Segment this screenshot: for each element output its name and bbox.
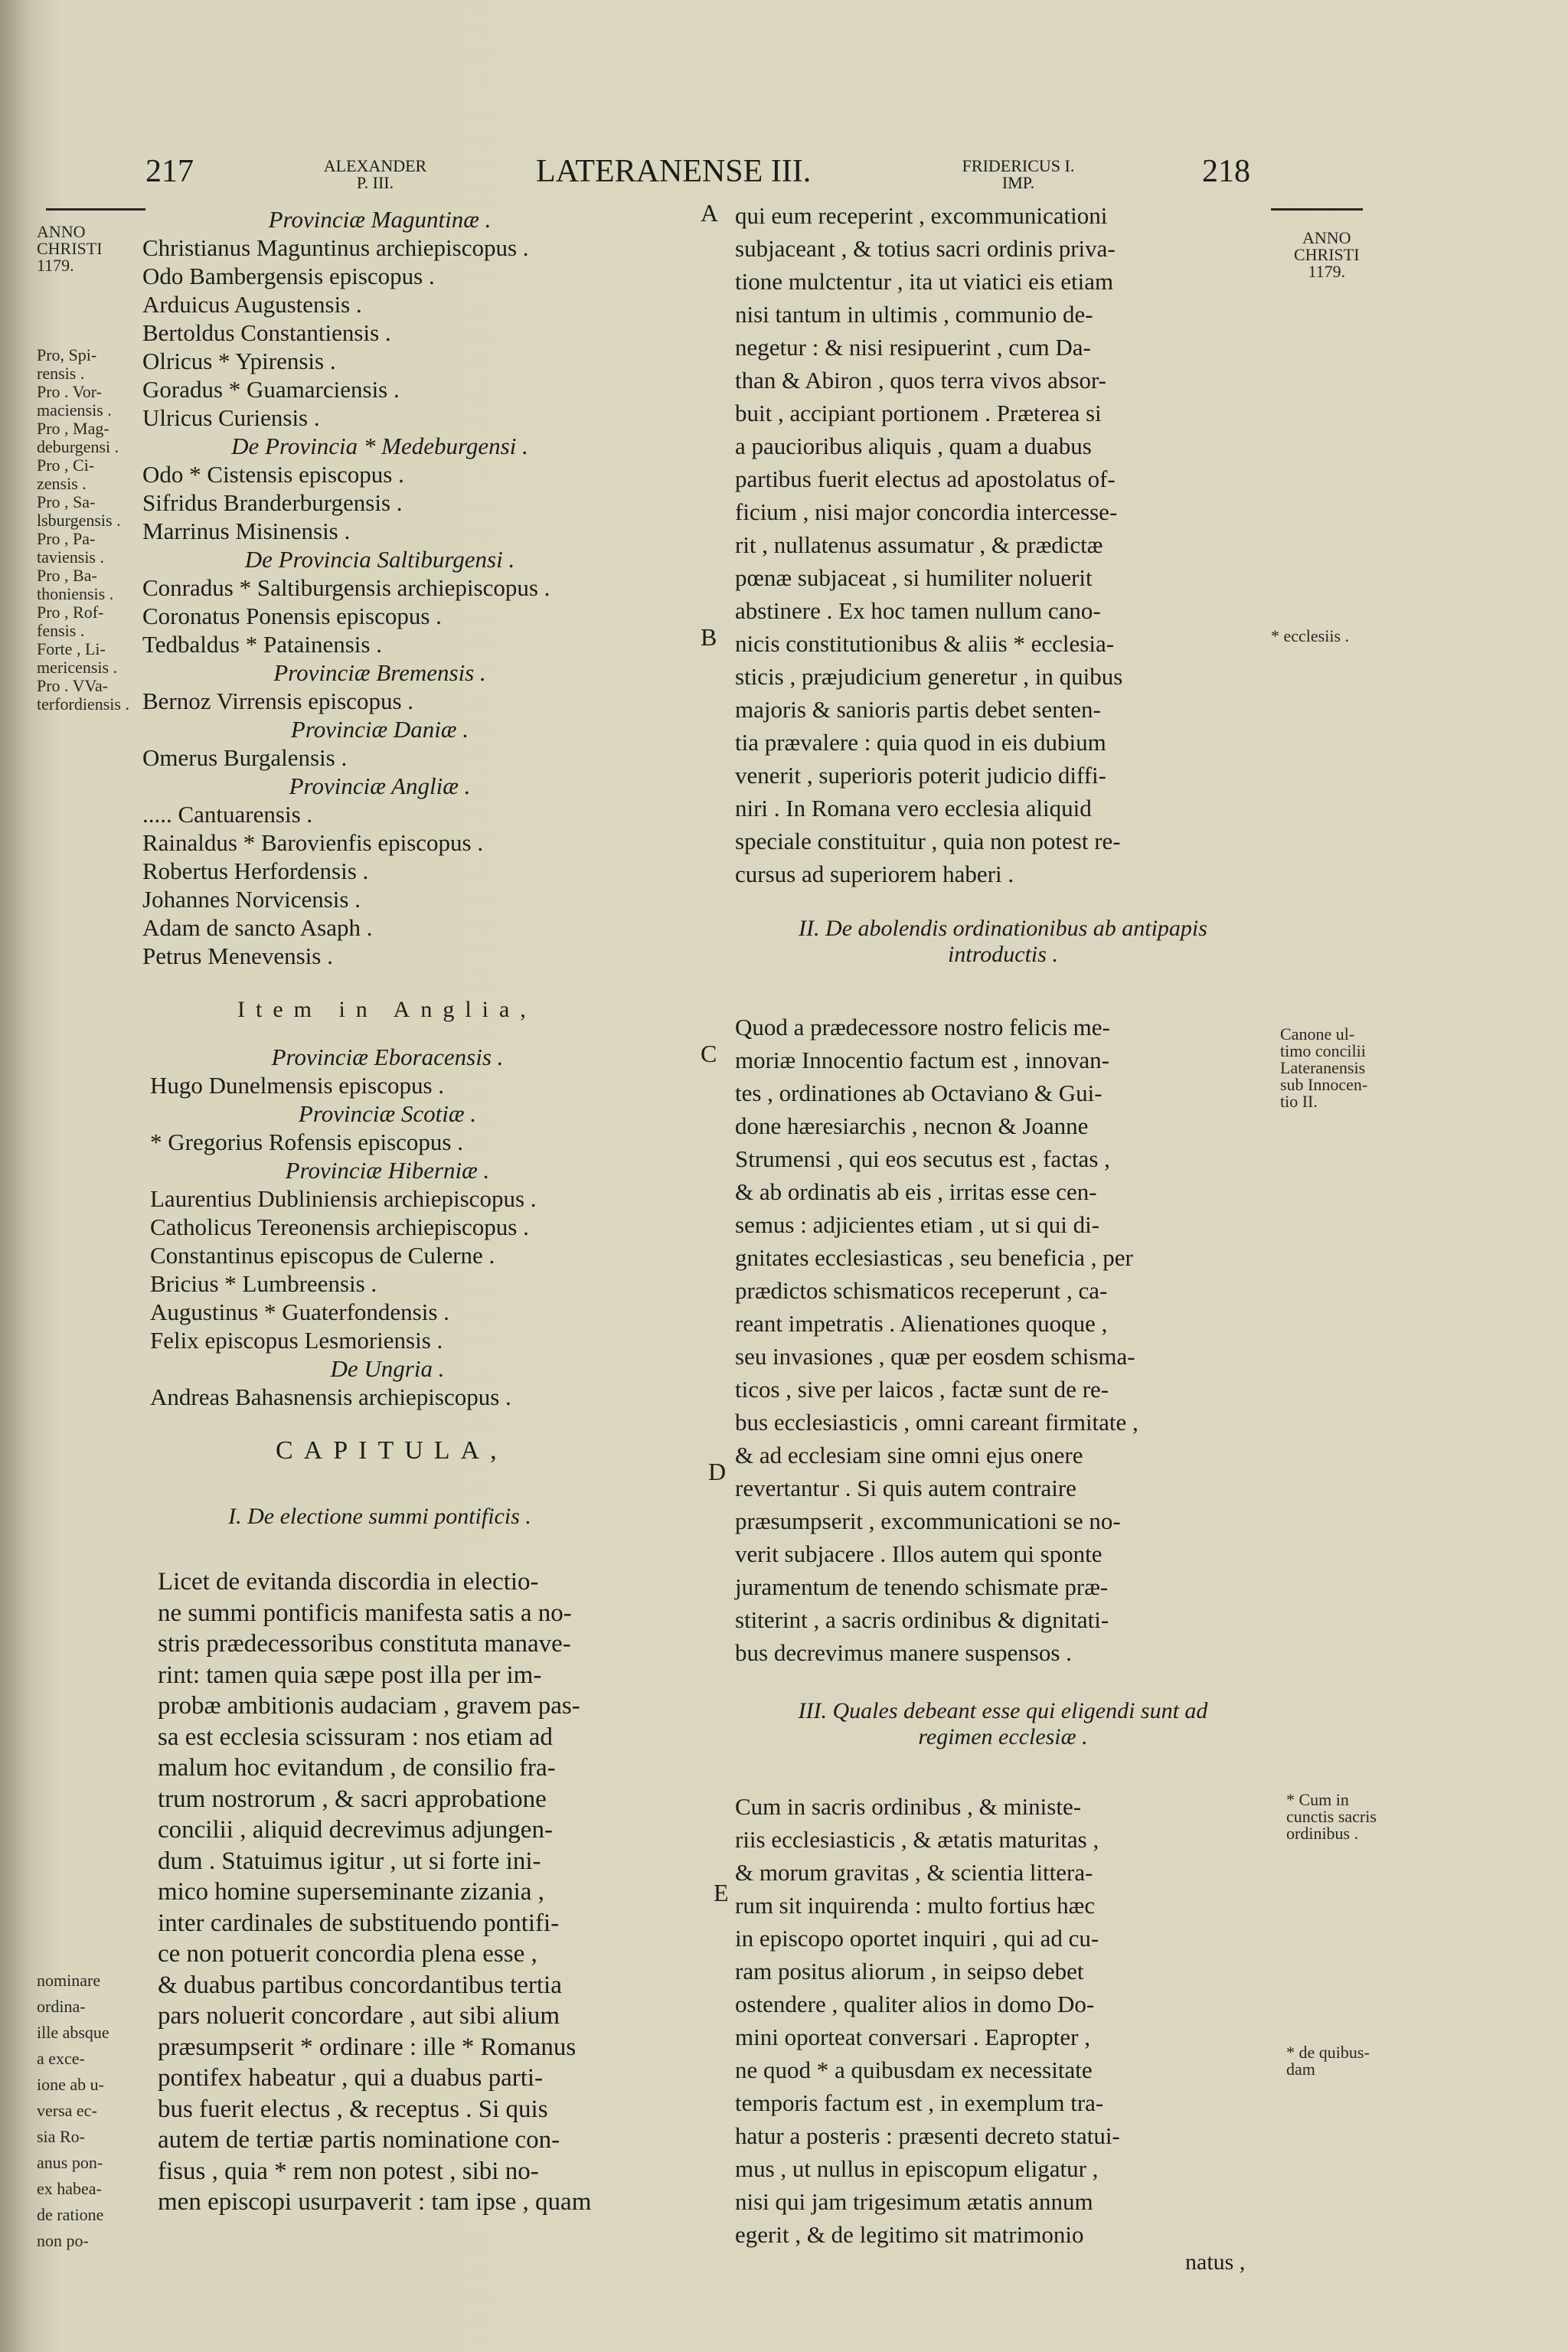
- year-label: 1179.: [37, 256, 74, 275]
- text-line: venerit , superioris poterit judicio diffi-: [735, 762, 1106, 789]
- text-line: in episcopo oportet inquiri , qui ad cu-: [735, 1925, 1099, 1952]
- section-letter-a: A: [701, 199, 719, 227]
- text-line: pontifex habeatur , qui a duabus parti-: [158, 2064, 544, 2092]
- note-canone-line: timo concilii: [1280, 1041, 1366, 1060]
- text-line: bus fuerit electus , & receptus . Si quis: [158, 2095, 548, 2123]
- text-line: ne summi pontificis manifesta satis a no-: [158, 1599, 572, 1627]
- note-cum-line: * Cum in: [1286, 1790, 1349, 1809]
- province-heading: Provinciæ Scotiæ .: [298, 1100, 477, 1127]
- column-2-text: [735, 199, 1122, 890]
- margin-note: Pro , Sa-: [37, 492, 96, 511]
- text-line: Quod a prædecessore nostro felicis me-: [735, 1014, 1110, 1040]
- text-line: ram positus aliorum , in seipso debet: [735, 1958, 1084, 1984]
- bishop-entry: Sifridus Branderburgensis .: [142, 489, 403, 516]
- text-line: mico homine superseminante zizania ,: [158, 1878, 544, 1906]
- text-line: autem de tertiæ partis nominatione con-: [158, 2126, 560, 2154]
- text-line: rit , nullatenus assumatur , & prædictæ: [735, 531, 1103, 558]
- text-line: speciale constituitur , quia non potest re-: [735, 828, 1121, 854]
- text-line: stiterint , a sacris ordinibus & dignitati-: [735, 1606, 1109, 1633]
- text-line: ticos , sive per laicos , factæ sunt de re-: [735, 1376, 1109, 1403]
- text-line: hatur a posteris : præsenti decreto statui-: [735, 2122, 1120, 2149]
- province-heading: De Provincia * Medeburgensi .: [231, 433, 528, 459]
- bishop-entry: Johannes Norvicensis .: [142, 886, 361, 913]
- text-line: & ad ecclesiam sine omni ejus onere: [735, 1442, 1083, 1468]
- margin-note: taviensis .: [37, 547, 104, 567]
- text-line: dum . Statuimus igitur , ut si forte ini-: [158, 1847, 541, 1875]
- text-line: & ab ordinatis ab eis , irritas esse cen-: [735, 1178, 1097, 1205]
- text-line: reant impetratis . Alienationes quoque ,: [735, 1310, 1108, 1337]
- text-line: seu invasiones , quæ per eosdem schisma-: [735, 1343, 1135, 1370]
- text-line: riis ecclesiasticis , & ætatis maturitas ,: [735, 1826, 1099, 1853]
- text-line: fisus , quia * rem non potest , sibi no-: [158, 2157, 539, 2185]
- pope-sub: P. III.: [356, 173, 394, 192]
- text-line: verit subjacere . Illos autem qui sponte: [735, 1540, 1102, 1567]
- margin-note: non po-: [37, 2231, 89, 2250]
- bishop-entry: Odo * Cistensis episcopus .: [142, 461, 404, 488]
- margin-note: Pro , Rof-: [37, 603, 104, 622]
- text-line: inter cardinales de substituendo pontifi-: [158, 1909, 560, 1937]
- text-line: stris prædecessoribus constituta manave-: [158, 1630, 571, 1658]
- note-canone-line: tio II.: [1280, 1092, 1318, 1111]
- chapter-2-title-line: II. De abolendis ordinationibus ab antipapis: [799, 916, 1207, 941]
- chapter-3-title-line: III. Quales debeant esse qui eligendi sunt ad: [798, 1698, 1208, 1723]
- text-line: ne quod * a quibusdam ex necessitate: [735, 2056, 1093, 2083]
- bishop-entry: Conradus * Saltiburgensis archiepiscopus .: [142, 574, 550, 601]
- text-line: bus decrevimus manere suspensos .: [735, 1639, 1072, 1666]
- text-line: & morum gravitas , & scientia littera-: [735, 1859, 1093, 1886]
- bishop-entry: ..... Cantuarensis .: [142, 801, 313, 828]
- text-line: concilii , aliquid decrevimus adjungen-: [158, 1816, 553, 1844]
- text-line: done hæresiarchis , necnon & Joanne: [735, 1112, 1089, 1139]
- bishop-entry: Olricus * Ypirensis .: [142, 348, 336, 374]
- anno-label-right: ANNO: [1302, 228, 1351, 247]
- text-line: tione mulctentur , ita ut viatici eis etiam: [735, 268, 1114, 295]
- province-heading: Provinciæ Maguntinæ .: [268, 206, 492, 233]
- text-line: niri . In Romana vero ecclesia aliquid: [735, 795, 1092, 822]
- note-cum: [1286, 1792, 1377, 1842]
- bishop-entry: Robertus Herfordensis .: [142, 858, 369, 884]
- bishops-list: [142, 205, 617, 970]
- left-page-number: 217: [145, 154, 194, 189]
- christi-label-right: CHRISTI: [1294, 245, 1360, 264]
- province-heading: De Ungria .: [330, 1355, 445, 1382]
- emperor-sub: IMP.: [1001, 173, 1035, 192]
- bishop-entry: Ulricus Curiensis .: [142, 404, 320, 431]
- right-margin-rule: [1271, 208, 1363, 211]
- text-line: mini oporteat conversari . Eapropter ,: [735, 2024, 1090, 2050]
- text-line: ce non potuerit concordia plena esse ,: [158, 1940, 537, 1968]
- margin-note: Pro . Vor-: [37, 382, 102, 401]
- bishop-entry: Christianus Maguntinus archiepiscopus .: [142, 234, 529, 261]
- text-line: Strumensi , qui eos secutus est , factas ,: [735, 1145, 1110, 1172]
- text-line: rint: tamen quia sæpe post illa per im-: [158, 1661, 542, 1689]
- bishop-entry: Catholicus Tereonensis archiepiscopus .: [150, 1214, 529, 1240]
- bishop-entry: * Gregorius Rofensis episcopus .: [150, 1129, 463, 1155]
- left-margin-notes-lower: [37, 1968, 109, 2254]
- text-line: & duabus partibus concordantibus tertia: [158, 1971, 562, 1999]
- bishop-entry: Arduicus Augustensis .: [142, 291, 362, 318]
- section-letter-c: C: [701, 1040, 717, 1067]
- text-line: gnitates ecclesiasticas , seu beneficia , per: [735, 1244, 1133, 1271]
- page-title: LATERANENSE III.: [536, 154, 812, 189]
- item-heading: Item in Anglia,: [237, 997, 537, 1022]
- chapter-1-text: [158, 1566, 591, 2218]
- text-line: revertantur . Si quis autem contraire: [735, 1475, 1076, 1501]
- text-line: prædictos schismaticos receperunt , ca-: [735, 1277, 1108, 1304]
- margin-note: de ratione: [37, 2205, 104, 2224]
- margin-note: ordina-: [37, 1997, 86, 2016]
- note-ecclesiis: * ecclesiis .: [1271, 626, 1350, 645]
- margin-note: maciensis .: [37, 400, 112, 420]
- pope-name: ALEXANDER: [323, 156, 427, 175]
- bishop-entry: Odo Bambergensis episcopus .: [142, 263, 435, 289]
- left-anno-block: [37, 224, 103, 274]
- text-line: rum sit inquirenda : multo fortius hæc: [735, 1892, 1096, 1919]
- note-cum-line: ordinibus .: [1286, 1824, 1359, 1843]
- chapter-2-title: [735, 916, 1271, 968]
- text-line: nicis constitutionibus & aliis * ecclesia-: [735, 630, 1115, 657]
- text-line: men episcopi usurpaverit : tam ipse , quam: [158, 2188, 592, 2216]
- text-line: buit , accipiant portionem . Præterea si: [735, 400, 1102, 426]
- text-line: Licet de evitanda discordia in electio-: [158, 1568, 539, 1596]
- text-line: negetur : & nisi resipuerint , cum Da-: [735, 334, 1091, 361]
- bishop-entry: Bernoz Virrensis episcopus .: [142, 688, 414, 714]
- text-line: majoris & sanioris partis debet senten-: [735, 696, 1101, 723]
- right-running-head: [934, 158, 1102, 191]
- text-line: partibus fuerit electus ad apostolatus of-: [735, 466, 1116, 492]
- bishop-entry: Augustinus * Guaterfondensis .: [150, 1298, 449, 1325]
- margin-note: Forte , Li-: [37, 639, 106, 658]
- margin-note: Pro , Pa-: [37, 529, 96, 548]
- note-canone-line: Canone ul-: [1280, 1024, 1355, 1044]
- text-line: egerit , & de legitimo sit matrimonio: [735, 2221, 1084, 2248]
- province-heading: De Provincia Saltiburgensi .: [244, 546, 515, 573]
- text-line: præsumpserit , excommunicationi se no-: [735, 1508, 1121, 1534]
- text-line: ficium , nisi major concordia intercesse-: [735, 498, 1118, 525]
- note-canone: [1280, 1026, 1367, 1110]
- text-line: pœnæ subjaceat , si humiliter noluerit: [735, 564, 1093, 591]
- emperor-name: FRIDERICUS I.: [962, 156, 1075, 175]
- text-line: mus , ut nullus in episcopum eligatur ,: [735, 2155, 1099, 2182]
- province-heading: Provinciæ Bremensis .: [273, 659, 486, 686]
- text-line: sa est ecclesia scissuram : nos etiam ad: [158, 1723, 553, 1751]
- chapter-3-title: [735, 1698, 1271, 1750]
- text-line: ostendere , qualiter alios in domo Do-: [735, 1991, 1095, 2017]
- capitula-heading: CAPITULA,: [276, 1436, 508, 1465]
- left-running-head: [306, 158, 444, 191]
- bishop-entry: Felix episcopus Lesmoriensis .: [150, 1327, 443, 1354]
- margin-note: zensis .: [37, 474, 87, 493]
- chapter-3-text: [735, 1790, 1279, 2251]
- section-letter-d: D: [708, 1458, 727, 1485]
- margin-note: ex habea-: [37, 2179, 102, 2198]
- bishop-entry: Petrus Menevensis .: [142, 942, 333, 969]
- text-line: subjaceant , & totius sacri ordinis priva-: [735, 235, 1116, 262]
- text-line: nisi qui jam trigesimum ætatis annum: [735, 2188, 1093, 2215]
- province-heading: Provinciæ Eboracensis .: [271, 1044, 504, 1070]
- note-cum-line: cunctis sacris: [1286, 1807, 1377, 1826]
- bishop-entry: Marrinus Misinensis .: [142, 518, 351, 544]
- bishops-list-england: [150, 1043, 625, 1411]
- text-line: a paucioribus aliquis , quam a duabus: [735, 433, 1092, 459]
- bishop-entry: Coronatus Ponensis episcopus .: [142, 603, 442, 629]
- text-line: bus ecclesiasticis , omni careant firmitate ,: [735, 1409, 1138, 1436]
- margin-note: Pro , Mag-: [37, 419, 109, 438]
- margin-note: deburgensi .: [37, 437, 119, 456]
- margin-note: sia Ro-: [37, 2127, 85, 2146]
- right-page-number: 218: [1202, 154, 1250, 189]
- margin-note: Pro , Ci-: [37, 456, 95, 475]
- anno-label: ANNO: [37, 222, 86, 241]
- text-line: semus : adjicientes etiam , ut si qui di-: [735, 1211, 1100, 1238]
- chapter-3-title-line: regimen ecclesiæ .: [918, 1724, 1088, 1749]
- left-margin-notes: [37, 346, 129, 714]
- christi-label: CHRISTI: [37, 239, 103, 258]
- margin-note: ione ab u-: [37, 2075, 104, 2094]
- right-anno-block: [1294, 230, 1360, 280]
- margin-note: thoniensis .: [37, 584, 114, 603]
- text-line: Cum in sacris ordinibus , & ministe-: [735, 1793, 1082, 1820]
- margin-note: anus pon-: [37, 2153, 103, 2172]
- text-line: than & Abiron , quos terra vivos absor-: [735, 367, 1106, 394]
- text-line: sticis , præjudicium generetur , in quibus: [735, 663, 1123, 690]
- margin-note: Pro , Ba-: [37, 566, 97, 585]
- province-heading: Provinciæ Daniæ .: [290, 716, 469, 743]
- text-line: probæ ambitionis audaciam , gravem pas-: [158, 1692, 580, 1720]
- text-line: qui eum receperint , excommunicationi: [735, 202, 1108, 229]
- left-margin-rule: [46, 208, 145, 211]
- bishop-entry: Andreas Bahasnensis archiepiscopus .: [150, 1383, 511, 1410]
- text-line: malum hoc evitandum , de consilio fra-: [158, 1754, 556, 1782]
- chapter-1-title: I. De electione summi pontificis .: [228, 1504, 531, 1529]
- margin-note: nominare: [37, 1971, 101, 1990]
- margin-note: lsburgensis .: [37, 511, 121, 530]
- bishop-entry: Hugo Dunelmensis episcopus .: [150, 1072, 445, 1099]
- text-line: trum nostrorum , & sacri approbatione: [158, 1785, 547, 1813]
- province-heading: Provinciæ Angliæ .: [289, 773, 471, 799]
- bishop-entry: Constantinus episcopus de Culerne .: [150, 1242, 495, 1269]
- year-label-right: 1179.: [1308, 262, 1346, 281]
- margin-note: Pro, Spi-: [37, 345, 97, 364]
- note-canone-line: sub Innocen-: [1280, 1075, 1368, 1094]
- province-heading: Provinciæ Hiberniæ .: [285, 1157, 490, 1184]
- margin-note: ille absque: [37, 2023, 109, 2042]
- margin-note: fensis .: [37, 621, 85, 640]
- text-line: temporis factum est , in exemplum tra-: [735, 2089, 1104, 2116]
- text-line: abstinere . Ex hoc tamen nullum cano-: [735, 597, 1101, 624]
- chapter-2-text: [735, 1011, 1279, 1669]
- margin-note: a exce-: [37, 2049, 85, 2068]
- text-line: nisi tantum in ultimis , communio de-: [735, 301, 1093, 328]
- bishop-entry: Rainaldus * Barovienfis episcopus .: [142, 829, 484, 856]
- text-line: pars noluerit concordare , aut sibi alium: [158, 2002, 560, 2030]
- text-line: juramentum de tenendo schismate præ-: [735, 1573, 1109, 1600]
- section-letter-b: B: [701, 623, 717, 651]
- margin-note: terfordiensis .: [37, 694, 129, 714]
- note-dequibus-line: dam: [1286, 2060, 1315, 2079]
- text-line: præsumpserit * ordinare : ille * Romanus: [158, 2033, 577, 2061]
- bishop-entry: Tedbaldus * Patainensis .: [142, 631, 382, 658]
- note-dequibus-line: * de quibus-: [1286, 2043, 1370, 2062]
- note-dequibus: [1286, 2044, 1370, 2078]
- bishop-entry: Bertoldus Constantiensis .: [142, 319, 391, 346]
- margin-note: Pro . VVa-: [37, 676, 109, 695]
- bishop-entry: Adam de sancto Asaph .: [142, 914, 373, 941]
- text-line: moriæ Innocentio factum est , innovan-: [735, 1047, 1109, 1073]
- bishop-entry: Goradus * Guamarciensis .: [142, 376, 400, 403]
- note-canone-line: Lateranensis: [1280, 1058, 1366, 1077]
- margin-note: mericensis .: [37, 658, 118, 677]
- text-line: cursus ad superiorem haberi .: [735, 861, 1014, 887]
- bishop-entry: Bricius * Lumbreensis .: [150, 1270, 377, 1297]
- bishop-entry: Laurentius Dubliniensis archiepiscopus .: [150, 1185, 537, 1212]
- section-letter-e: E: [714, 1879, 729, 1906]
- text-line: tia prævalere : quia quod in eis dubium: [735, 729, 1106, 756]
- margin-note: versa ec-: [37, 2101, 97, 2120]
- text-line: tes , ordinationes ab Octaviano & Gui-: [735, 1080, 1102, 1106]
- bishop-entry: Omerus Burgalensis .: [142, 744, 348, 771]
- catchword: natus ,: [1185, 2249, 1246, 2275]
- margin-note: rensis .: [37, 364, 85, 383]
- chapter-2-title-line: introductis .: [948, 942, 1058, 967]
